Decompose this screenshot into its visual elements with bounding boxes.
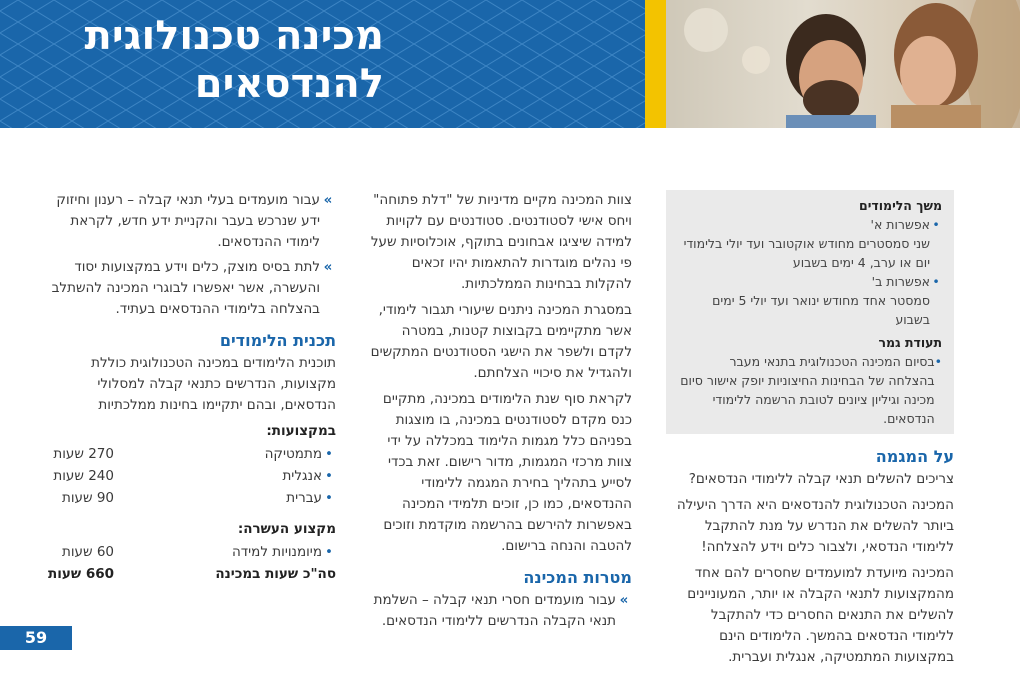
- course-hours: 90 שעות: [61, 490, 114, 506]
- dot-icon: •: [325, 544, 333, 560]
- course-row: [44, 444, 336, 465]
- left-column: [666, 190, 954, 673]
- total-row: [44, 564, 336, 585]
- students-illustration: [666, 0, 1020, 128]
- course-hours: 60 שעות: [61, 544, 114, 560]
- info-box: [666, 190, 954, 434]
- course-name: מיומנויות למידה: [231, 544, 322, 560]
- chevron-right-icon: »: [619, 592, 629, 608]
- title-line-1: מכינה טכנולוגית: [84, 13, 384, 59]
- subjects-title: במקצועות:: [266, 423, 336, 439]
- program-title: תכנית הלימודים: [219, 331, 336, 350]
- option-a-label: אפשרות א': [870, 217, 930, 232]
- right-column: [44, 190, 336, 586]
- option-a-text: שני סמסטרים מחודש אוקטובר ועד יולי בלימודי יום או ערב, 4 ימים בשבוע: [683, 236, 930, 270]
- list-item: [44, 257, 336, 320]
- cert-title: תעודת גמר: [878, 335, 942, 350]
- course-name: עברית: [286, 490, 322, 506]
- dot-icon: •: [325, 490, 333, 506]
- dot-icon: •: [325, 468, 333, 484]
- course-name: אנגלית: [282, 468, 322, 484]
- option-b-label: אפשרות ב': [871, 274, 930, 289]
- course-name: מתמטיקה: [264, 446, 322, 462]
- option-b-text: סמסטר אחד מחודש ינואר ועד יולי 5 ימים בשבוע: [712, 293, 930, 327]
- course-hours: 240 שעות: [53, 468, 114, 484]
- chevron-right-icon: »: [323, 192, 333, 208]
- middle-column: [366, 190, 632, 636]
- about-title: על המגמה: [875, 447, 954, 466]
- banner-yellow-stripe: [645, 0, 666, 128]
- title-line-2: להנדסאים: [194, 61, 384, 107]
- goals-title: מטרות המכינה: [523, 568, 632, 587]
- dot-icon: •: [325, 446, 333, 462]
- paragraph: במסגרת המכינה ניתנים שיעורי תגבור לימודי, אשר מתקיימים בקבוצות קטנות, במטרה לקדם ולשפר את הישגי הסטודנטים המתקשים ולהגדיל את סיכויי הצלחתם.: [370, 302, 632, 381]
- enrich-title: מקצוע העשרה:: [237, 521, 336, 537]
- duration-title: משך הלימודים: [859, 198, 942, 213]
- header-banner: [0, 0, 1020, 128]
- list-item: [366, 590, 632, 632]
- paragraph: לקראת סוף שנת הלימודים במכינה, מתקיים כנס מקדם לסטודנטים במכינה, בו מוצגות בפניהם כלל מגמות הלימוד במכללה על ידי צוות מרכזי המגמות, מדור רישום. זאת בכדי לסייע בתהליך בחירת המגמה ללימודי ההנדסאים, כמו כן, זוכים תלמידי המכינה באפשרות להירשם בהרשמה מוקדמת וזוכים להטבה והנחה ברישום.: [382, 391, 632, 554]
- bullet-text: עבור מועמדים בעלי תנאי קבלה – רענון וחיזוק ידע שנרכש בעבר והקניית ידע חדש, לקראת לימודי ההנדסאים.: [56, 192, 320, 250]
- total-hours: 660 שעות: [48, 566, 114, 582]
- cert-text: בסיום המכינה הטכנולוגית בתנאי מעבר בהצלחה של הבחינות החיצוניות יופק אישור סיום מכינה וגיליון ציונים לטובת הרשמה ללימודי הנדסאים.: [680, 354, 935, 426]
- dot-icon: •: [934, 354, 942, 369]
- course-row: [44, 466, 336, 487]
- banner-blue-panel: [0, 0, 645, 128]
- course-hours: 270 שעות: [53, 446, 114, 462]
- paragraph: המכינה הטכנולוגית להנדסאים היא הדרך היעילה ביותר להשלים את הנדרש על מנת להתקבל ללימודי הנדסאי, ולצבור כלים וידע להצלחה!: [676, 497, 954, 555]
- students-photo: [666, 0, 1020, 128]
- course-row: [44, 542, 336, 563]
- paragraph: צוות המכינה מקיים מדיניות של "דלת פתוחה" ויחס אישי לסטודנטים. סטודנטים עם לקויות למידה שיציגו אבחונים בתוקף, אוכלוסיות שעל פי נהלים מוגדרות להתאמות יהיו זכאים להקלות בבחינות הממלכתיות.: [370, 192, 632, 292]
- course-row: [44, 488, 336, 509]
- bullet-text: לתת בסיס מוצק, כלים וידע במקצועות יסוד והעשרה, אשר יאפשרו לבוגרי המכינה להשתלב בהצלחה בלימודי ההנדסאים בעתיד.: [51, 259, 320, 317]
- page-title: [44, 12, 384, 108]
- dot-icon: •: [932, 274, 940, 289]
- chevron-right-icon: »: [323, 259, 333, 275]
- total-label: סה"כ שעות במכינה: [215, 566, 336, 582]
- dot-icon: •: [932, 217, 940, 232]
- paragraph: צריכים להשלים תנאי קבלה ללימודי הנדסאים?: [688, 471, 954, 487]
- bullet-text: עבור מועמדים חסרי תנאי קבלה – השלמת תנאי הקבלה הנדרשים ללימודי הנדסאים.: [373, 592, 616, 629]
- paragraph: המכינה מיועדת למועמדים שחסרים להם אחד מהמקצועות לתנאי הקבלה או יותר, המעוניינים להשלים את התנאים החסרים כדי להתקבל ללימודי הנדסאים בהמשך. הלימודים הינם במקצועות המתמטיקה, אנגלית ועברית.: [687, 565, 954, 665]
- list-item: [44, 190, 336, 253]
- page-number: 59: [0, 626, 72, 650]
- program-text: תוכנית הלימודים במכינה הטכנולוגית כוללת מקצועות, הנדרשים כתנאי קבלה למסלולי הנדסאים, ובהם יתקיימו בחינות ממלכתיות: [91, 355, 336, 413]
